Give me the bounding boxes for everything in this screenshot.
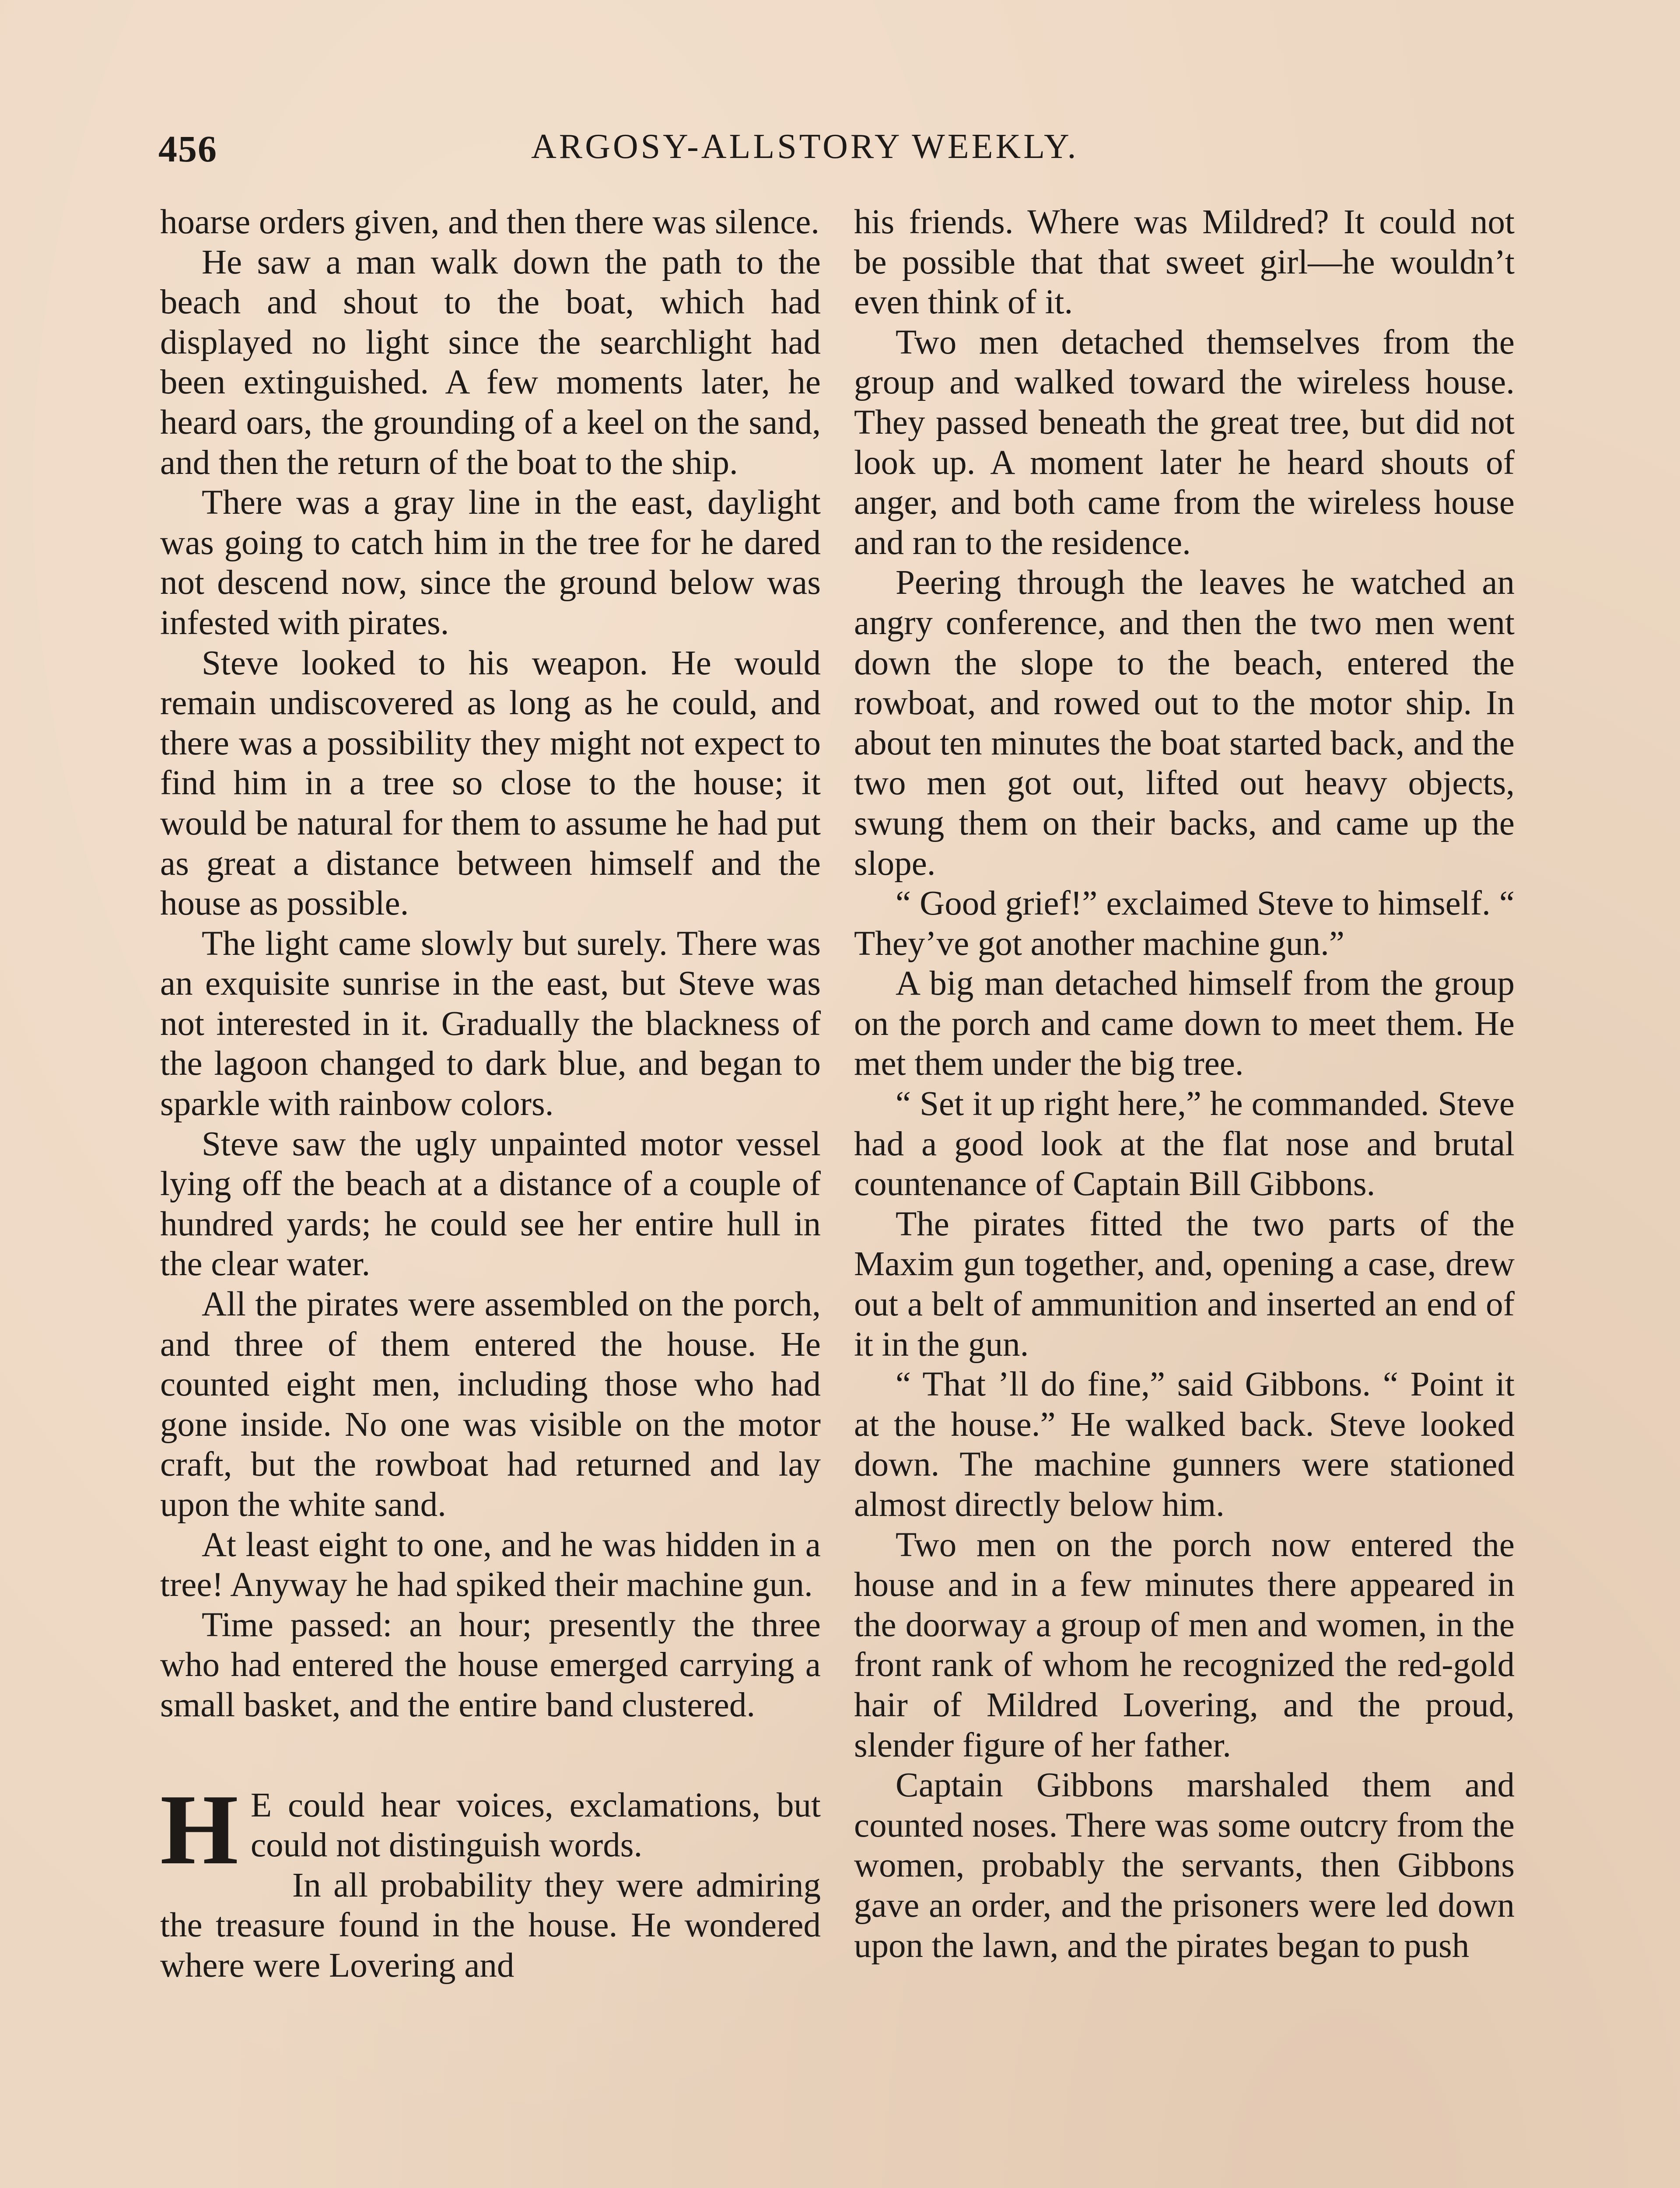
section-opening: [160, 1773, 821, 1986]
paragraph: The light came slowly but surely. There was an exquisite sunrise in the east, but Steve was not interested in it. Gradually the blackness of the lagoon changed to dark blue, and began to sparkle with rainbow colors.: [160, 924, 821, 1123]
page-number: 456: [158, 128, 217, 170]
paragraph: hoarse orders given, and then there was silence.: [160, 203, 820, 241]
paragraph: “ Set it up right here,” he commanded. Steve had a good look at the flat nose and brutal countenance of Captain Bill Gibbons.: [854, 1085, 1515, 1203]
paragraph: In all probability they were admiring the treasure found in the house. He wondered where were Lovering and: [160, 1866, 821, 1985]
left-column: [160, 202, 821, 1986]
paragraph: E could hear voices, exclamations, but could not distinguish words.: [250, 1786, 821, 1865]
paragraph: “ That ’ll do fine,” said Gibbons. “ Point it at the house.” He walked back. Steve looked down. The machine gunners were stationed almost directly below him.: [854, 1365, 1515, 1524]
paragraph: Time passed: an hour; presently the three who had entered the house emerged carrying a small basket, and the entire band clustered.: [160, 1606, 821, 1724]
paragraph: Peering through the leaves he watched an angry conference, and then the two men went down the slope to the beach, entered the rowboat, and rowed out to the motor ship. In about ten minutes the boat started back, and the two men got out, lifted out heavy objects, swung them on their backs, and came up the slope.: [854, 564, 1515, 883]
paragraph: Steve looked to his weapon. He would remain undiscovered as long as he could, and there was a possibility they might not expect to find him in a tree so close to the house; it would be natural for them to assume he had put as great a distance between himself and the house as possible.: [160, 644, 821, 923]
paragraph: At least eight to one, and he was hidden in a tree! Anyway he had spiked their machine gun.: [160, 1525, 821, 1604]
paragraph: All the pirates were assembled on the porch, and three of them entered the house. He counted eight men, including those who had gone inside. No one was visible on the motor craft, but the rowboat had returned and lay upon the white sand.: [160, 1285, 821, 1524]
paragraph: He saw a man walk down the path to the beach and shout to the boat, which had displayed no light since the searchlight had been extinguished. A few moments later, he heard oars, the grounding of a keel on the sand, and then the return of the boat to the ship.: [160, 243, 821, 482]
paragraph: A big man detached himself from the group on the porch and came down to meet them. He met them under the big tree.: [854, 964, 1515, 1083]
paragraph: his friends. Where was Mildred? It could not be possible that that sweet girl—he wouldn’t even think of it.: [854, 203, 1515, 322]
magazine-title: ARGOSY-ALLSTORY WEEKLY.: [531, 127, 1079, 166]
drop-cap: H: [160, 1773, 238, 1885]
paragraph: Two men on the porch now entered the house and in a few minutes there appeared in the doorway a group of men and women, in the front rank of whom he recognized the red-gold hair of Mildred Lovering, and the proud, slender figure of her father.: [854, 1525, 1515, 1764]
paragraph: There was a gray line in the east, daylight was going to catch him in the tree for he dared not descend now, since the ground below was infested with pirates.: [160, 484, 821, 642]
page-header: [158, 127, 1526, 184]
right-column: [854, 202, 1515, 1966]
paragraph: Two men detached themselves from the group and walked toward the wireless house. They passed beneath the great tree, but did not look up. A moment later he heard shouts of anger, and both came from the wireless house and ran to the residence.: [854, 323, 1515, 562]
paragraph: “ Good grief!” exclaimed Steve to himself. “ They’ve got another machine gun.”: [854, 884, 1515, 963]
paragraph: Steve saw the ugly unpainted motor vessel lying off the beach at a distance of a couple of hundred yards; he could see her entire hull in the clear water.: [160, 1125, 821, 1283]
paragraph: The pirates fitted the two parts of the Maxim gun together, and, opening a case, drew out a belt of ammunition and inserted an end of it in the gun.: [854, 1205, 1515, 1364]
paragraph: Captain Gibbons marshaled them and counted noses. There was some outcry from the women, probably the servants, then Gibbons gave an order, and the prisoners were led down upon the lawn, and the pirates began to push: [854, 1766, 1515, 1965]
